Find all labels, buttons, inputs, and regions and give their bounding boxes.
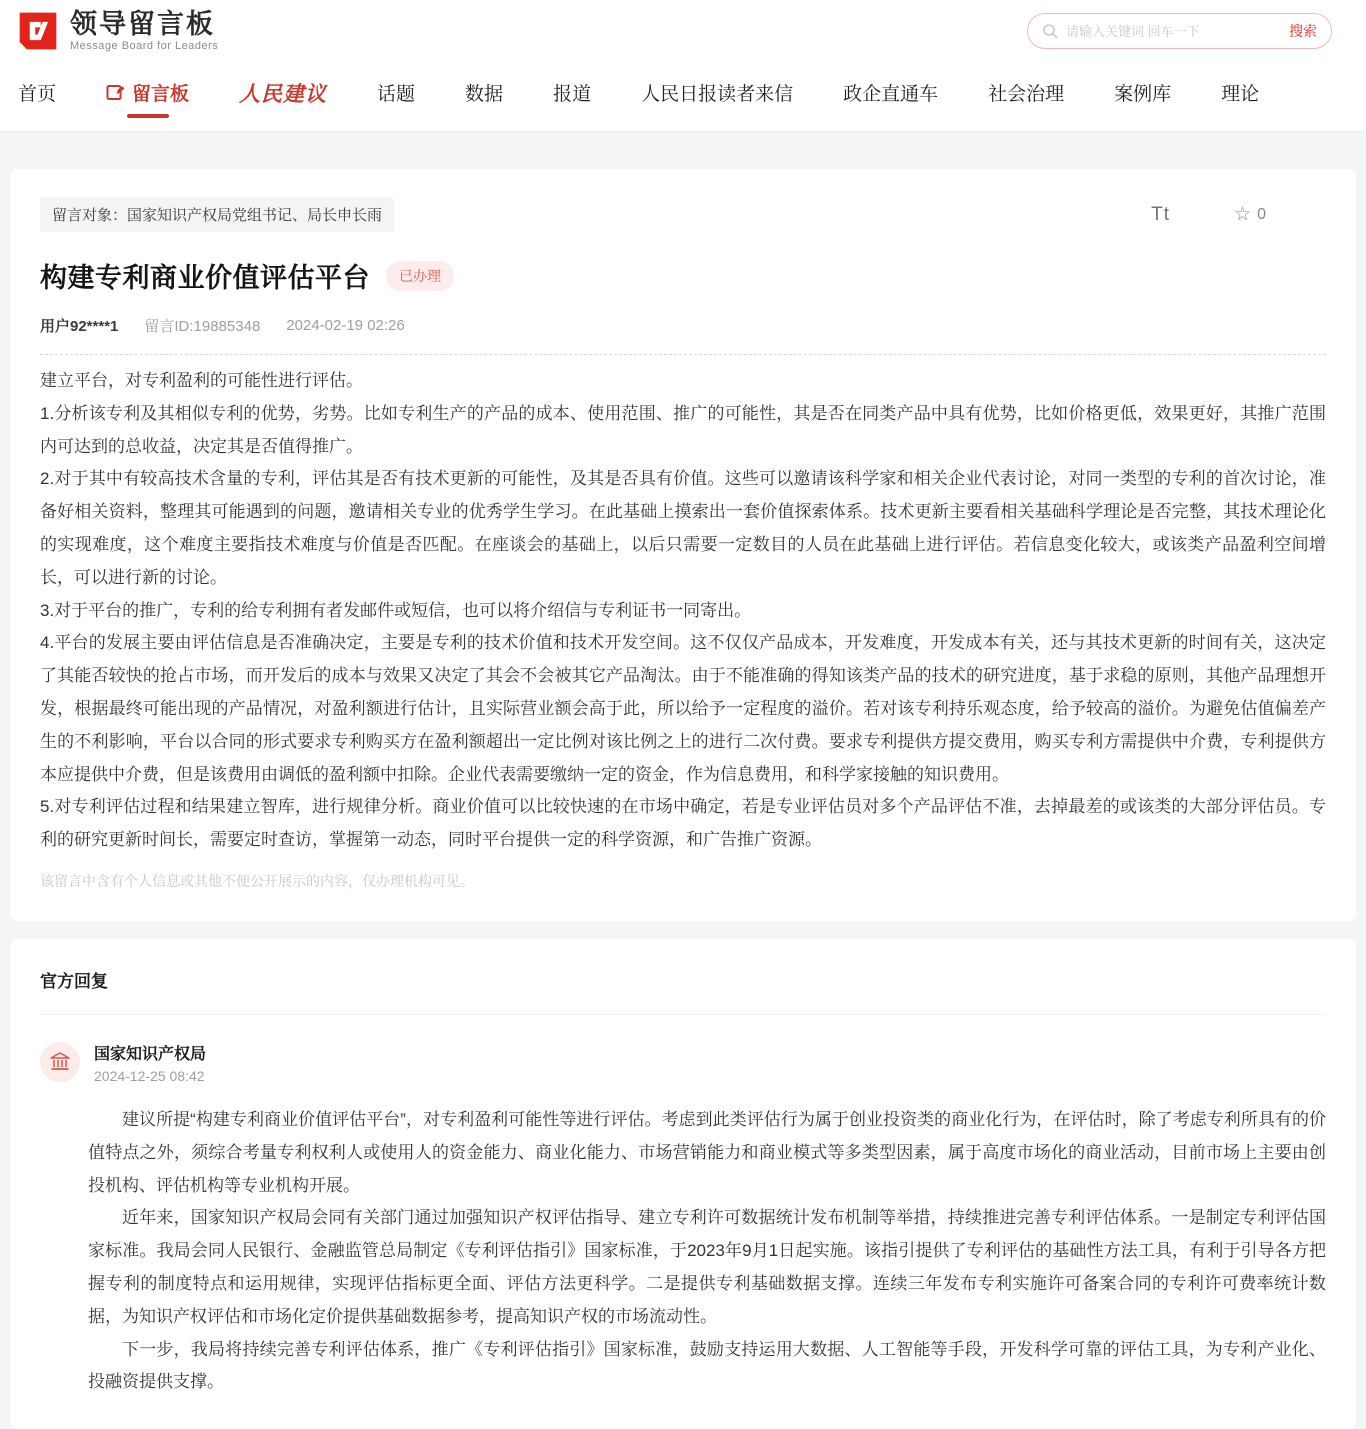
message-id: 留言ID:19885348 — [144, 318, 261, 335]
font-size-toggle[interactable]: Tt — [1151, 203, 1171, 225]
star-icon: ☆ — [1234, 204, 1252, 225]
reply-divider — [40, 1014, 1326, 1015]
nav-item-gov-business[interactable]: 政企直通车 — [843, 84, 939, 105]
brand-text — [70, 10, 218, 52]
message-paragraph: 2.对于其中有较高技术含量的专利，评估其是否有技术更新的可能性，及其是否具有价值。这些可以邀请该科学家和相关企业代表讨论，对同一类型的专利的首次讨论，准备好相关资料，整理其可能遇到的问题，邀请相关专业的优秀学生学习。在此基础上摸索出一套价值探索体系。技术更新主要看相关基础科学理论是否完整，其技术理论化的实现难度，这个难度主要指技术难度与价值是否匹配。在座谈会的基础上，以后只需要一定数目的人员在此基础上进行评估。若信息变化较大，或该类产品盈利空间增长，可以进行新的讨论。 — [40, 469, 1326, 587]
message-paragraph: 3.对于平台的推广，专利的给专利拥有者发邮件或短信，也可以将介绍信与专利证书一同寄出。 — [40, 600, 752, 620]
nav-item-peoples-suggestion[interactable]: 人民建议 — [239, 82, 328, 106]
government-building-icon — [50, 1052, 70, 1072]
nav-item-message-board[interactable] — [104, 73, 191, 120]
main-nav — [0, 62, 1366, 132]
nav-item-label: 留言板 — [132, 84, 190, 105]
nav-item-data[interactable]: 数据 — [465, 84, 504, 105]
search-button[interactable]: 搜索 — [1281, 21, 1317, 41]
search-input[interactable] — [1066, 24, 1281, 39]
nav-item-reports[interactable]: 报道 — [553, 84, 592, 105]
message-body — [40, 365, 1326, 857]
agency-name: 国家知识产权局 — [94, 1045, 207, 1063]
reply-paragraph: 建议所提“构建专利商业价值评估平台”，对专利盈利可能性等进行评估。考虑到此类评估行为属于创业投资类的商业化行为，在评估时，除了考虑专利所具有的价值特点之外，须综合考量专利权利人或使用人的资金能力、商业化能力、市场营销能力和商业模式等多类型因素，属于高度市场化的商业活动，目前市场上主要由创投机构、评估机构等专业机构开展。 — [88, 1109, 1326, 1195]
reply-section-title: 官方回复 — [40, 971, 108, 991]
message-card — [10, 169, 1356, 921]
status-badge: 已办理 — [386, 261, 454, 291]
edit-icon — [106, 83, 126, 103]
favorite-control[interactable] — [1234, 203, 1266, 226]
nav-item-case-library[interactable]: 案例库 — [1114, 84, 1172, 105]
message-user: 用户92****1 — [40, 318, 119, 335]
official-reply-card — [10, 939, 1356, 1429]
message-paragraph: 4.平台的发展主要由评估信息是否准确决定，主要是专利的技术价值和技术开发空间。这不仅仅产品成本，开发难度，开发成本有关，还与其技术更新的时间有关，这决定了其能否较快的抢占市场，而开发后的成本与效果又决定了其会不会被其它产品淘汰。由于不能准确的得知该类产品的技术的研究进度，基于求稳的原则，其他产品理想开发，根据最终可能出现的产品情况，对盈利额进行估计，且实际营业额会高于此，所以给予一定程度的溢价。若对该专利持乐观态度，给予较高的溢价。为避免估值偏差产生的不利影响，平台以合同的形式要求专利购买方在盈利额超出一定比例对该比例之上的进行二次付费。要求专利提供方提交费用，购买专利方需提供中介费，专利提供方本应提供中介费，但是该费用由调低的盈利额中扣除。企业代表需要缴纳一定的资金，作为信息费用，和科学家接触的知识费用。 — [40, 633, 1326, 784]
brand[interactable] — [16, 9, 218, 53]
search-box[interactable] — [1027, 13, 1332, 49]
brand-tagline: Message Board for Leaders — [70, 39, 219, 52]
message-title: 构建专利商业价值评估平台 — [40, 263, 370, 293]
nav-item-reader-letters[interactable]: 人民日报读者来信 — [641, 84, 794, 105]
nav-item-theory[interactable]: 理论 — [1221, 84, 1260, 105]
message-paragraph: 建立平台，对专利盈利的可能性进行评估。 — [40, 371, 363, 390]
message-target-tag: 留言对象：国家知识产权局党组书记、局长申长雨 — [40, 197, 394, 232]
message-paragraph: 1.分析该专利及其相似专利的优势，劣势。比如专利生产的产品的成本、使用范围、推广的可能性，其是否在同类产品中具有优势，比如价格更低，效果更好，其推广范围内可达到的总收益，决定其是否值得推广。 — [40, 403, 1326, 456]
nav-item-topics[interactable]: 话题 — [377, 84, 416, 105]
star-count: 0 — [1257, 205, 1266, 223]
brand-name: 领导留言板 — [70, 9, 215, 40]
agency-avatar — [40, 1042, 80, 1082]
message-paragraph: 5.对专利评估过程和结果建立智库，进行规律分析。商业价值可以比较快速的在市场中确定，若是专业评估员对多个产品评估不准，去掉最差的或该类的大部分评估员。专利的研究更新时间长，需要定时查访，掌握第一动态，同时平台提供一定的科学资源，和广告推广资源。 — [40, 797, 1326, 850]
search-icon — [1042, 23, 1058, 39]
brand-logo-icon — [16, 9, 60, 53]
reply-paragraph: 下一步，我局将持续完善专利评估体系，推广《专利评估指引》国家标准，鼓励支持运用大数据、人工智能等手段，开发科学可靠的评估工具，为专利产业化、投融资提供支撑。 — [88, 1339, 1326, 1392]
privacy-note: 该留言中含有个人信息或其他不便公开展示的内容，仅办理机构可见。 — [40, 872, 474, 889]
nav-item-home[interactable]: 首页 — [18, 84, 57, 105]
dashed-divider — [40, 354, 1326, 355]
nav-item-social-governance[interactable]: 社会治理 — [988, 84, 1065, 105]
reply-paragraph: 近年来，国家知识产权局会同有关部门通过加强知识产权评估指导、建立专利许可数据统计发布机制等举措，持续推进完善专利评估体系。一是制定专利评估国家标准。我局会同人民银行、金融监管总局制定《专利评估指引》国家标准，于2023年9月1日起实施。该指引提供了专利评估的基础性方法工具，有利于引导各方把握专利的制度特点和运用规律，实现评估指标更全面、评估方法更科学。二是提供专利基础数据支撑。连续三年发布专利实施许可备案合同的专利许可费率统计数据，为知识产权评估和市场化定价提供基础数据参考，提高知识产权的市场流动性。 — [88, 1208, 1326, 1326]
site-header — [0, 0, 1366, 62]
reply-body — [88, 1104, 1326, 1399]
message-datetime: 2024-02-19 02:26 — [286, 317, 405, 334]
reply-datetime: 2024-12-25 08:42 — [94, 1067, 205, 1084]
